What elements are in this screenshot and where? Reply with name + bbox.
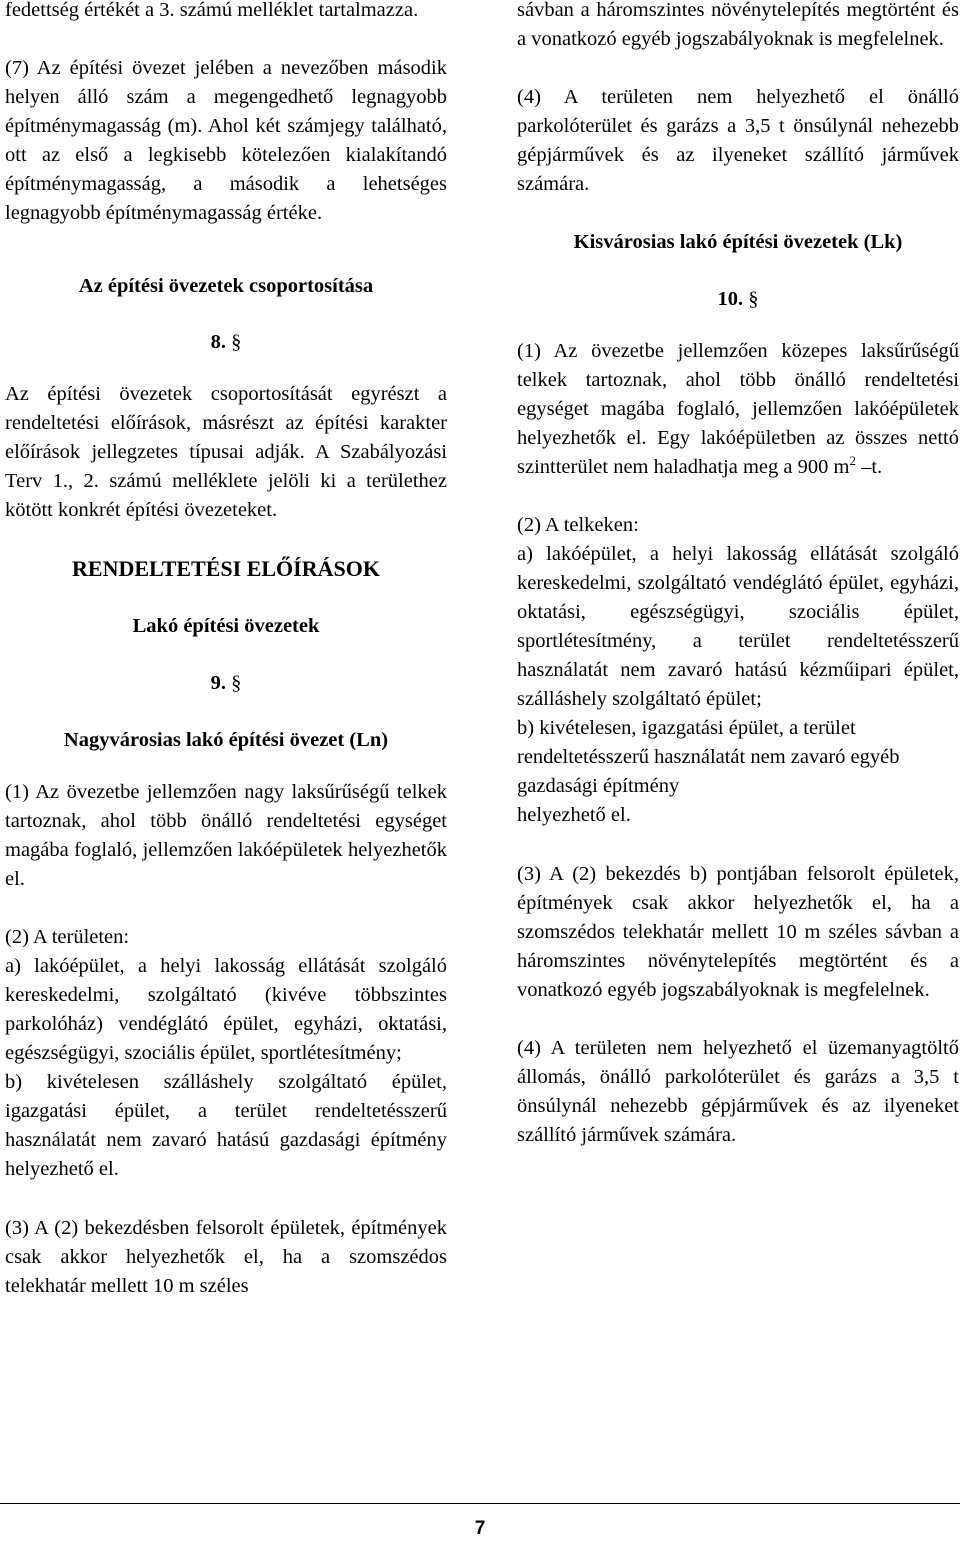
superscript: 2 <box>849 453 856 469</box>
ln-paragraph-3: (3) A (2) bekezdésben felsorolt épületek, építmények csak akkor helyezhetők el, ha a szomszédos telekhatár mellett 10 m széles <box>5 1217 447 1297</box>
heading-lako: Lakó építési övezetek <box>132 615 320 637</box>
heading-rendeltetesi: RENDELTETÉSI ELŐÍRÁSOK <box>72 556 380 581</box>
section-10-heading <box>517 285 959 314</box>
footer-rule <box>0 1503 960 1504</box>
section-symbol: § <box>231 672 242 694</box>
lk-p1-text: (1) Az övezetbe jellemzően közepes laksűrűségű telkek tartoznak, ahol több önálló rendeltetési egységet magába foglaló, jellemzően lakóépületek helyezhetők el. Egy lakóépületben az összes nettó szintterület nem haladhatja meg a 900 m <box>517 340 959 478</box>
paragraph-4: (4) A területen nem helyezhető el önálló parkolóterület és garázs a 3,5 t önsúlynál nehezebb gépjárművek és az ilyeneket szállító járművek számára. <box>517 86 959 195</box>
section-8-heading <box>5 328 447 357</box>
lk-p1-end: –t. <box>855 456 883 478</box>
lk-paragraph-2-b-end: helyezhető el. <box>517 804 631 826</box>
heading-ln: Nagyvárosias lakó építési övezet (Ln) <box>63 729 389 751</box>
lk-paragraph-1 <box>517 337 959 482</box>
ln-paragraph-2-a: a) lakóépület, a helyi lakosság ellátását szolgáló kereskedelmi, szolgáltató (kivéve többszintes parkolóház) vendéglátó épület, egyházi, oktatási, egészségügyi, szociális épület, sportlétesítmény; <box>5 955 447 1064</box>
continued-paragraph: sávban a háromszintes növénytelepítés megtörtént és a vonatkozó egyéb jogszabályoknak is megfelelnek. <box>517 0 959 50</box>
lk-paragraph-2-b: b) kivételesen, igazgatási épület, a terület rendeltetésszerű használatát nem zavaró egyéb gazdasági építmény <box>517 717 900 797</box>
section-9-heading <box>5 669 447 698</box>
heading-grouping: Az építési övezetek csoportosítása <box>78 275 374 297</box>
section-8-text: Az építési övezetek csoportosítását egyrészt a rendeltetési előírások, másrészt az építési karakter előírások jellegzetes típusai adják. A Szabályozási Terv 1., 2. számú melléklete jelöli ki a területhez kötött konkrét építési övezeteket. <box>5 383 447 521</box>
continued-paragraph: fedettség értékét a 3. számú melléklet tartalmazza. <box>5 0 419 21</box>
section-10-number: 10. <box>717 288 744 310</box>
lk-paragraph-3: (3) A (2) bekezdés b) pontjában felsorolt épületek, építmények csak akkor helyezhetők el, ha a szomszédos telekhatár mellett 10 m széles sávban a háromszintes növénytelepítés megtörtént és a vonatkozó egyéb jogszabályoknak is megfelelnek. <box>517 863 959 1001</box>
section-symbol: § <box>231 331 242 353</box>
ln-paragraph-2-b: b) kivételesen szálláshely szolgáltató épület, igazgatási épület, a terület rendeltetésszerű használatát nem zavaró hatású gazdasági építmény helyezhető el. <box>5 1071 447 1180</box>
ln-paragraph-1: (1) Az övezetbe jellemzően nagy laksűrűségű telkek tartoznak, ahol több önálló rendeltetési egységet magába foglaló, jellemzően lakóépületek helyezhetők el. <box>5 781 447 890</box>
right-column <box>517 0 959 1150</box>
section-symbol: § <box>748 288 759 310</box>
page-number: 7 <box>474 1518 486 1539</box>
left-column <box>5 0 447 1301</box>
paragraph-7: (7) Az építési övezet jelében a nevezőben második helyen álló szám a megengedhető legnagyobb építménymagasság (m). Ahol két számjegy található, ott az első a legkisebb kötelezően kialakítandó építménymagasság, a második a lehetséges legnagyobb építménymagasság értéke. <box>5 57 447 224</box>
lk-paragraph-2-intro: (2) A telkeken: <box>517 514 639 536</box>
section-9-number: 9. <box>210 672 226 694</box>
lk-paragraph-4: (4) A területen nem helyezhető el üzemanyagtöltő állomás, önálló parkolóterület és garázs a 3,5 t önsúlynál nehezebb gépjárművek és az ilyeneket szállító járművek számára. <box>517 1037 959 1146</box>
heading-lk: Kisvárosias lakó építési övezetek (Lk) <box>573 231 903 253</box>
ln-paragraph-2-intro: (2) A területen: <box>5 926 130 948</box>
lk-paragraph-2-a: a) lakóépület, a helyi lakosság ellátását szolgáló kereskedelmi, szolgáltató vendéglátó épület, egyházi, oktatási, egészségügyi, szociális épület, sportlétesítmény, a terület rendeltetésszerű használatát nem zavaró hatású kézműipari épület, szálláshely szolgáltató épület; <box>517 543 959 710</box>
section-8-number: 8. <box>210 331 226 353</box>
